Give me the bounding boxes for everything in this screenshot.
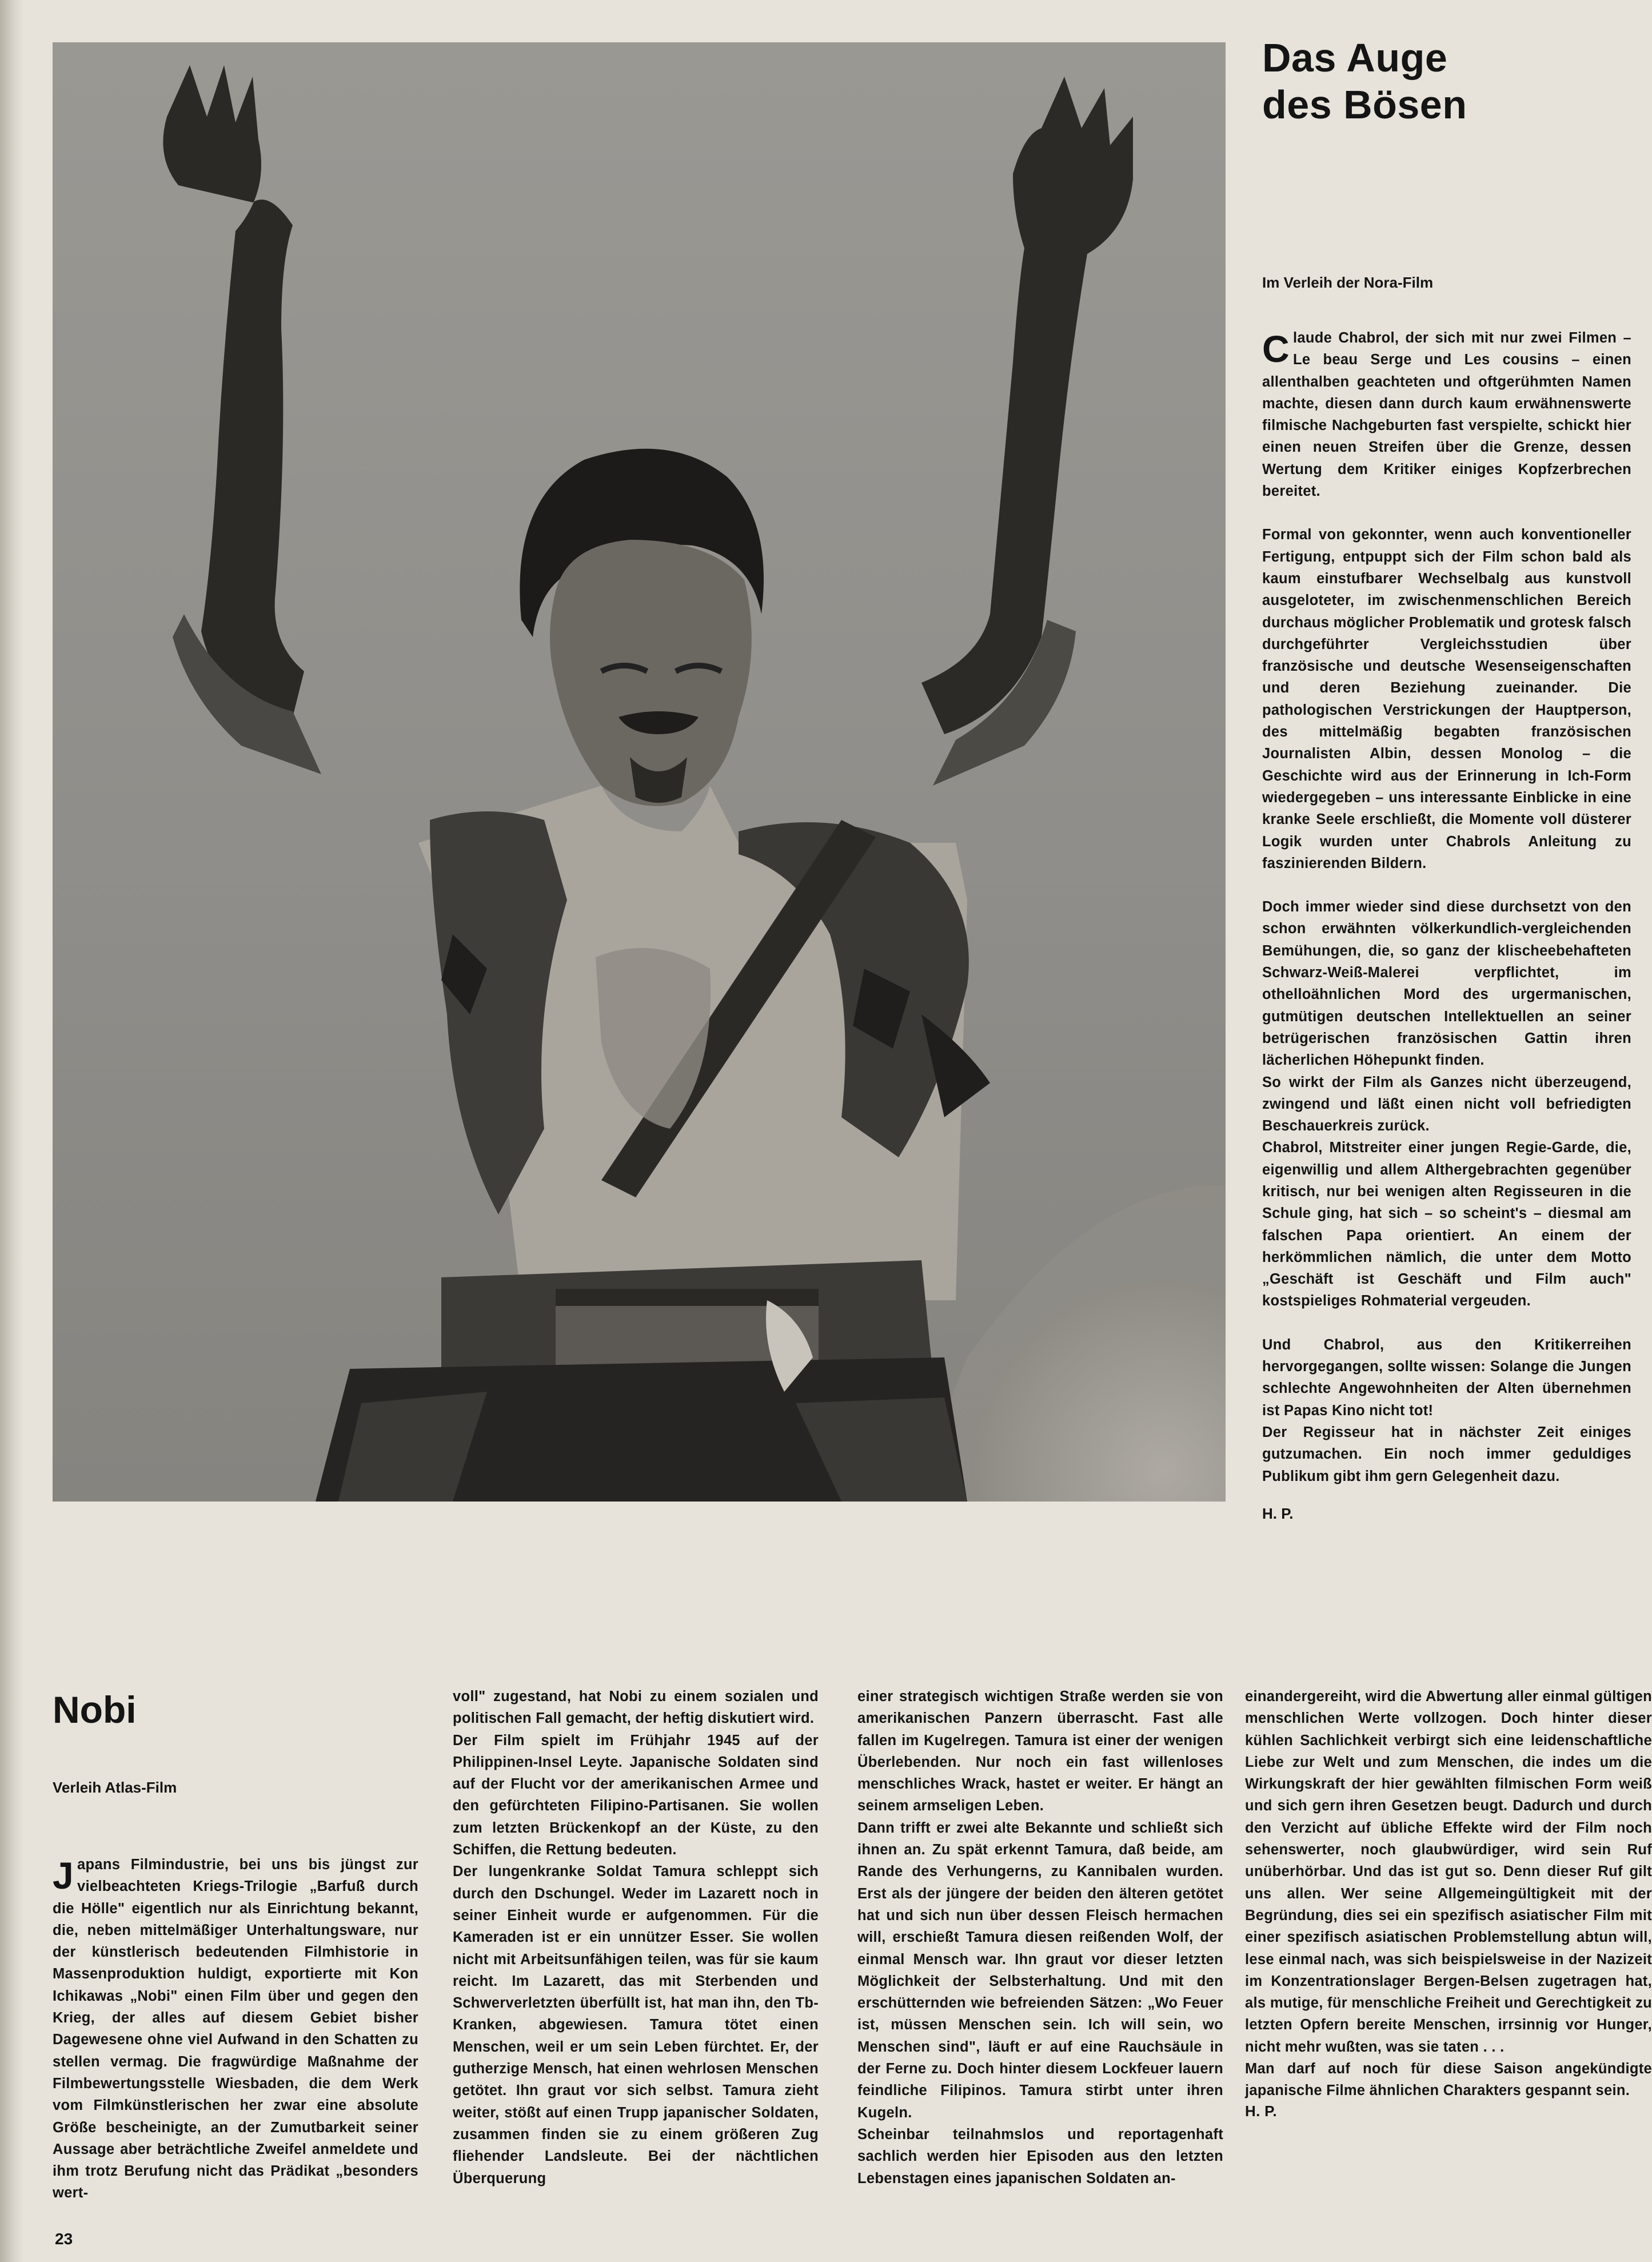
review1-paragraph-1-text: laude Chabrol, der sich mit nur zwei Filmen – Le beau Serge und Les cousins – einen allenthalben geachteten und oftgerühmten Namen machte, diesen dann durch kaum erwähnenswerte filmische Nachgeburten fast verspielte, schickt hier einen neuen Streifen über die Grenze, dessen Wertung dem Kritiker einiges Kopfzerbrechen bereitet. [1262, 330, 1631, 500]
review1-signature: H. P. [1262, 1504, 1294, 1522]
review1-title-line1: Das Auge [1262, 35, 1448, 80]
review2-column-3-paragraph: Dann trifft er zwei alte Bekannte und schließt sich ihnen an. Zu spät erkennt Tamura, daß beide, am Rande des Verhungerns, zu Kannibalen wurden. Erst als der jüngere der beiden den älteren getötet hat und sich nun über dessen Fleisch hermachen will, erschießt Tamura diesen reißenden Wolf, der einmal Mensch war. Ihn graut vor dieser letzten Möglichkeit der Selbsterhaltung. Und mit den erschütternden wie befreienden Sätzen: „Wo Feuer ist, müssen Menschen sein. Ich will sein, wo Menschen sind", läuft er auf eine Rauchsäule in der Ferne zu. Doch hinter diesem Lockfeuer lauern feindliche Filipinos. Tamura stirbt unter ihren Kugeln. [857, 1819, 1223, 2121]
review2-column-3-paragraph: einer strategisch wichtigen Straße werden sie von amerikanischen Panzern überrascht. Fast alle fallen im Kugelregen. Tamura ist einer der wenigen Überlebenden. Nur noch ein fast willenloses menschliches Wrack, hastet er weiter. Er hängt an seinem armseligen Leben. [857, 1688, 1223, 1814]
review2-signature: H. P. [1245, 2102, 1277, 2120]
review2-title: Nobi [53, 1688, 137, 1731]
review1-paragraph-3: Doch immer wieder sind diese durchsetzt von den schon erwähnten völkerkundlich-vergleichenden Bemühungen, die, so ganz der klischeebehafteten Schwarz-Weiß-Malerei verpflichtet, im othelloähnlichen Mord des urgermanischen, gutmütigen deutschen Intellektuellen an seiner betrügerischen französischen Gattin ihren lächerlichen Höhepunkt finden. [1262, 899, 1631, 1069]
review1-title [1262, 34, 1631, 128]
review1-body [1262, 327, 1631, 1487]
film-still-photo [53, 42, 1226, 1502]
review1-paragraph-2: Formal von gekonnter, wenn auch konventioneller Fertigung, entpuppt sich der Film schon bald als kaum einstufbarer Wechselbalg aus kunstvoll ausgeloteter, im zwischenmenschlichen Bereich durchaus möglicher Problematik und grotesk falsch durchgeführter Vergleichsstudien über französische und deutsche Wesenseigenschaften und deren Beziehung zueinander. Die pathologischen Verstrickungen der Hauptperson, des mittelmäßig begabten französischen Journalisten Albin, dessen Monolog – die Geschichte wird aus der Erinnerung in Ich-Form wiedergegeben – uns interessante Einblicke in eine kranke Seele erschließt, die Momente voll düsterer Logik wurden unter Chabrols Anleitung zu faszinierenden Bildern. [1262, 527, 1631, 871]
page-number: 23 [55, 2230, 73, 2248]
soldier-surrender-illustration [53, 42, 1226, 1502]
review2-column-2-paragraph: voll" zugestand, hat Nobi zu einem sozialen und politischen Fall gemacht, der heftig diskutiert wird. [453, 1688, 819, 1727]
review2-column-4-paragraph: einandergereiht, wird die Abwertung aller einmal gültigen menschlichen Werte vollzogen. Doch hinter dieser kühlen Sachlichkeit verbirgt sich eine leidenschaftliche Liebe zur Welt und zum Menschen, die indes um die Wirkungskraft der hier gewählten filmischen Form weiß und sich gern ihren Gesetzen beugt. Dadurch und durch den Verzicht auf übliche Effekte wird der Film noch sehenswerter, noch glaubwürdiger, wird sein Ruf unüberhörbar. Und das ist gut so. Denn dieser Ruf gilt uns allen. Wer seine Allgemeingültigkeit mit der Begründung, dies sei ein spezifisch asiatischer Film mit einer spezifisch asiatischen Problemstellung abtun will, lese einmal nach, was sich beispielsweise in der Nazizeit im Konzentrationslager Bergen-Belsen zugetragen hat, als mutige, für menschliche Freiheit und Gerechtigkeit zu letzten Opfern bereite Menschen, irrsinnig vor Hunger, nicht mehr wußten, was sie taten . . . [1245, 1688, 1652, 2055]
review2-distributor: Verleih Atlas-Film [53, 1779, 177, 1796]
review-das-auge-des-boesen [1262, 34, 1631, 1523]
review1-paragraph-6: Und Chabrol, aus den Kritikerreihen hervorgegangen, sollte wissen: Solange die Jungen schlechte Angewohnheiten der Alten übernehmen ist Papas Kino nicht tot! [1262, 1336, 1631, 1419]
review1-paragraph-4: So wirkt der Film als Ganzes nicht überzeugend, zwingend und läßt einen nicht voll befriedigten Beschauerkreis zurück. [1262, 1074, 1631, 1134]
review2-column-1-text: apans Filmindustrie, bei uns bis jüngst zur vielbeachteten Kriegs-Trilogie „Barfuß durch die Hölle" eigentlich nur als Einrichtung bekannt, die, neben mittelmäßiger Unterhaltungsware, nur der künstlerisch bedeutenden Filmhistorie in Massenproduktion huldigt, exportierte mit Kon Ichikawas „Nobi" einen Film über und gegen den Krieg, der alles auf diesem Gebiet bisher Dagewesene ohne viel Aufwand in den Schatten zu stellen vermag. Die fragwürdige Maßnahme der Filmbewertungsstelle Wiesbaden, die dem Werk vom Filmkünstlerischen her zwar eine absolute Größe bescheinigte, an der Zumutbarkeit seiner Aussage aber beträchtliche Zweifel anmeldete und ihm trotz Berufung nicht das Prädikat „besonders wert- [53, 1857, 418, 2201]
review2-dropcap: J [53, 1854, 74, 1897]
review2-column-4-paragraph: Man darf auf noch für diese Saison angekündigte japanische Filme ähnlichen Charakters gespannt sein. [1245, 2061, 1652, 2099]
binding-shadow [0, 0, 24, 2262]
review1-paragraph-7: Der Regisseur hat in nächster Zeit einiges gutzumachen. Ein noch immer geduldiges Publikum gibt ihm gern Gelegenheit dazu. [1262, 1424, 1631, 1484]
review1-title-line2: des Bösen [1262, 82, 1467, 127]
review2-column-3-paragraph: Scheinbar teilnahmslos und reportagenhaft sachlich werden hier Episoden aus den letzten Lebenstagen eines japanischen Soldaten an- [857, 2126, 1223, 2187]
review2-column-1 [53, 1854, 418, 2204]
review2-column-3 [857, 1686, 1223, 2189]
review2-column-2-paragraph: Der Film spielt im Frühjahr 1945 auf der Philippinen-Insel Leyte. Japanische Soldaten sind auf der Flucht vor der amerikanischen Armee und den gefürchteten Filipino-Partisanen. Sie wollen zum letzten Brückenkopf an der Küste, zu den Schiffen, die Rettung bedeuten. [453, 1732, 819, 1858]
review2-column-2-paragraph: Der lungenkranke Soldat Tamura schleppt sich durch den Dschungel. Weder im Lazarett noch in seiner Einheit wurde er aufgenommen. Für die Kameraden ist er ein unnützer Esser. Sie wollen nicht mit Arbeitsunfähigen teilen, was für sie kaum reicht. Im Lazarett, das mit Sterbenden und Schwerverletzten überfüllt ist, hat man ihn, den Tb-Kranken, abgewiesen. Tamura tötet einen Menschen, weil er um sein Leben fürchtet. Er, der gutherzige Mensch, hat einen wehrlosen Menschen getötet. Ihn graut vor sich selbst. Tamura zieht weiter, stößt auf einen Trupp japanischer Soldaten, zusammen finden sie zu einem größeren Zug fliehender Landsleute. Bei der nächtlichen Überquerung [453, 1863, 819, 2187]
review2-column-4 [1245, 1686, 1652, 2120]
review1-paragraph-1 [1262, 327, 1631, 502]
review1-dropcap: C [1262, 328, 1290, 370]
review1-paragraph-5: Chabrol, Mitstreiter einer jungen Regie-Garde, die, eigenwillig und allem Althergebrachten gegenüber kritisch, nur bei wenigen alten Regisseuren in die Schule ging, hat sich – so scheint's – diesmal am falschen Papa orientiert. An einem der herkömmlichen nämlich, die unter dem Motto „Geschäft ist Geschäft und Film auch" kostspieliges Rohmaterial vergeuden. [1262, 1140, 1631, 1309]
review2-column-2 [453, 1686, 819, 2189]
review1-distributor: Im Verleih der Nora-Film [1262, 274, 1434, 291]
